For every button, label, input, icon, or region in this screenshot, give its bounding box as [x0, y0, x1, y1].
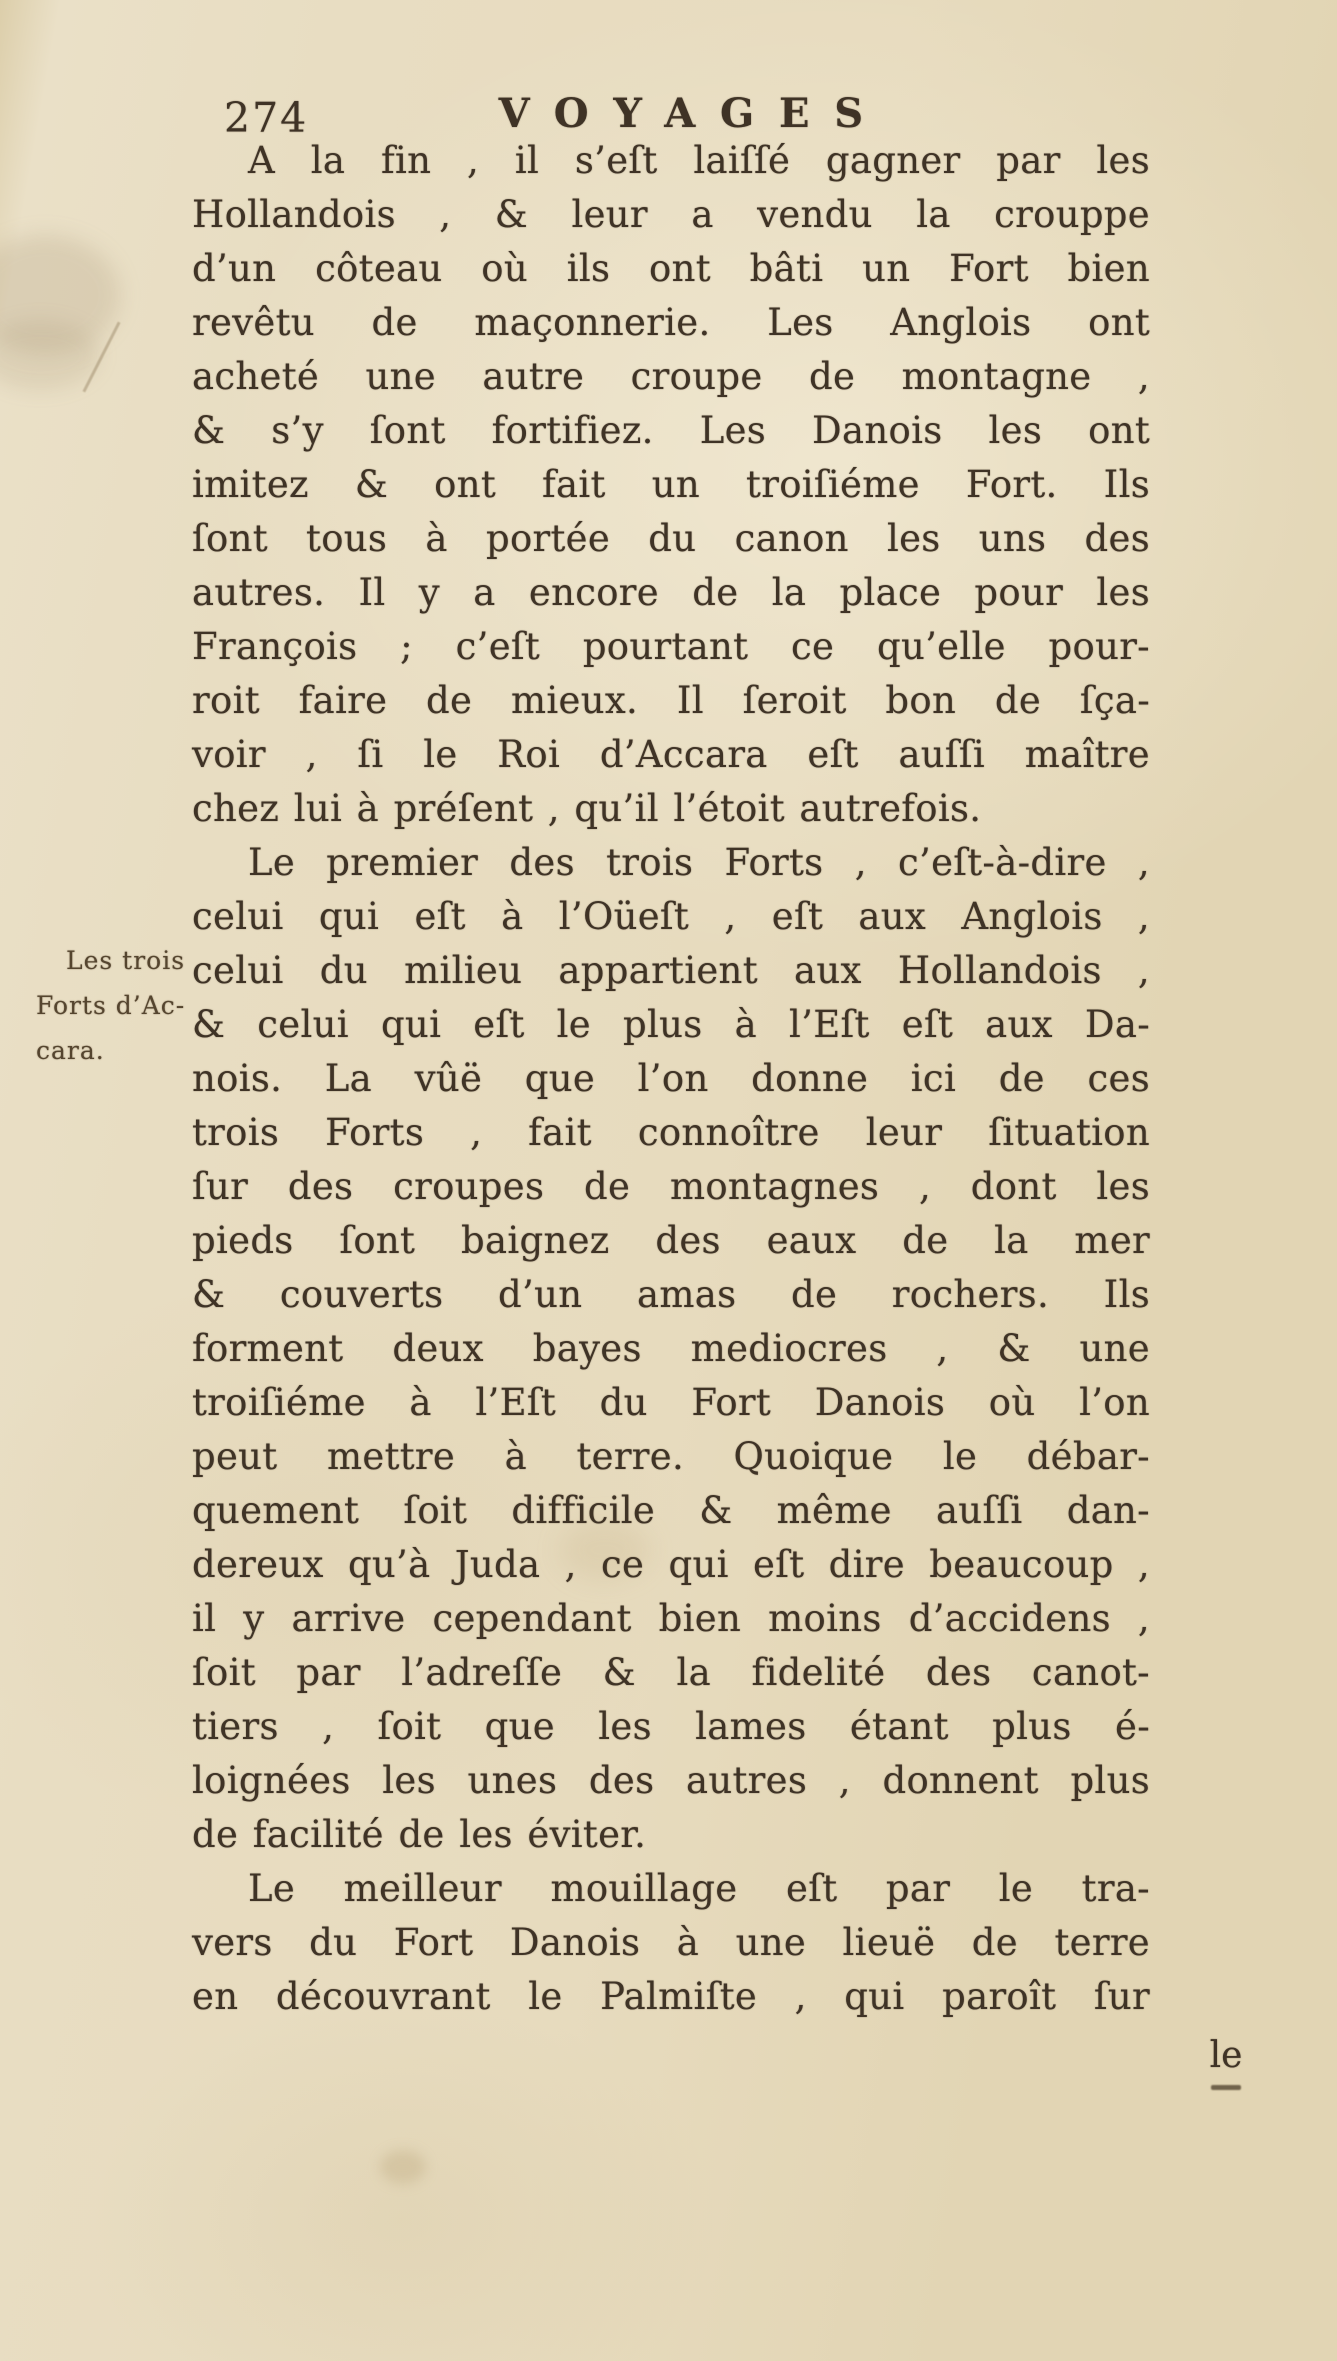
catchword — [1196, 2036, 1256, 2090]
text-line: trois Forts , fait connoître leur ſituation — [192, 1111, 1150, 1154]
paper-scratch — [82, 322, 120, 393]
margin-note — [36, 938, 192, 1073]
text-line: de facilité de les éviter. — [192, 1813, 647, 1856]
text-line: Hollandois , & leur a vendu la crouppe — [192, 193, 1150, 236]
text-line: revêtu de maçonnerie. Les Anglois ont — [192, 301, 1150, 344]
margin-note-line: Forts d’Ac- — [36, 991, 186, 1020]
text-line: celui du milieu appartient aux Hollandois , — [192, 949, 1150, 992]
text-line: il y arrive cependant bien moins d’accidens , — [192, 1597, 1150, 1640]
text-line: autres. Il y a encore de la place pour les — [192, 571, 1150, 614]
text-line: troiſiéme à l’Eſt du Fort Danois où l’on — [192, 1381, 1150, 1424]
margin-note-line: cara. — [36, 1036, 105, 1065]
text-line: voir , ſi le Roi d’Accara eſt auſſi maître — [192, 733, 1150, 776]
ink-showthrough-stain — [0, 235, 120, 355]
text-line: peut mettre à terre. Quoique le débar- — [192, 1435, 1150, 1478]
text-line: & couverts d’un amas de rochers. Ils — [192, 1273, 1150, 1316]
text-line: ſont tous à portée du canon les uns des — [192, 517, 1150, 560]
text-line: & s’y ſont fortifiez. Les Danois les ont — [192, 409, 1150, 452]
text-line: forment deux bayes mediocres , & une — [192, 1327, 1150, 1370]
catchword-text: le — [1209, 2035, 1243, 2076]
text-line: pieds ſont baignez des eaux de la mer — [192, 1219, 1150, 1262]
running-title: VOYAGES — [498, 90, 888, 137]
text-line: Le premier des trois Forts , c’eſt-à-dire , — [248, 841, 1150, 884]
text-line: François ; c’eſt pourtant ce qu’elle pour- — [192, 625, 1150, 668]
page-text — [192, 134, 1150, 2024]
text-line: A la fin , il s’eſt laiſſé gagner par les — [248, 139, 1150, 182]
ink-showthrough-stain — [0, 320, 100, 390]
text-line: nois. La vûë que l’on donne ici de ces — [192, 1057, 1150, 1100]
paper-stain — [380, 2150, 426, 2184]
text-line: ſoit par l’adreſſe & la fidelité des canot- — [192, 1651, 1150, 1694]
margin-note-line: Les trois — [66, 946, 186, 975]
text-line: chez lui à préſent , qu’il l’étoit autrefois. — [192, 787, 982, 830]
text-line: imitez & ont fait un troiſiéme Fort. Ils — [192, 463, 1150, 506]
text-line: celui qui eſt à l’Oüeſt , eſt aux Anglois , — [192, 895, 1150, 938]
text-line: acheté une autre croupe de montagne , — [192, 355, 1150, 398]
text-line: Le meilleur mouillage eſt par le tra- — [248, 1867, 1150, 1910]
text-line: & celui qui eſt le plus à l’Eſt eſt aux Da- — [192, 1003, 1150, 1046]
text-line: ſur des croupes de montagnes , dont les — [192, 1165, 1150, 1208]
text-line: tiers , ſoit que les lames étant plus é- — [192, 1705, 1150, 1748]
text-line: loignées les unes des autres , donnent plus — [192, 1759, 1150, 1802]
text-line: quement ſoit difficile & même auſſi dan- — [192, 1489, 1150, 1532]
page-number: 274 — [224, 94, 309, 142]
text-line: d’un côteau où ils ont bâti un Fort bien — [192, 247, 1150, 290]
text-line: vers du Fort Danois à une lieuë de terre — [192, 1921, 1150, 1964]
catchword-mark — [1211, 2085, 1241, 2090]
text-line: dereux qu’à Juda , ce qui eſt dire beaucoup , — [192, 1543, 1150, 1586]
text-line: en découvrant le Palmiſte , qui paroît ſur — [192, 1975, 1150, 2018]
text-line: roit faire de mieux. Il ſeroit bon de ſça- — [192, 679, 1150, 722]
